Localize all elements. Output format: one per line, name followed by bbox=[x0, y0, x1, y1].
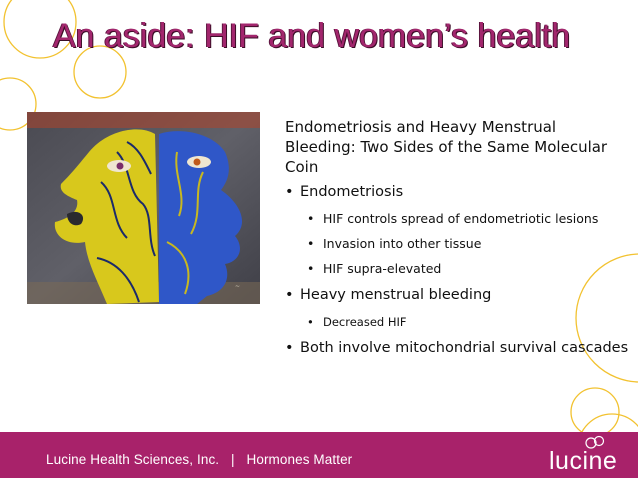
bullet-text: Heavy menstrual bleeding bbox=[300, 287, 492, 303]
bullet-glyph: • bbox=[307, 261, 315, 276]
sub-bullet-text: HIF controls spread of endometriotic lesions bbox=[323, 211, 599, 226]
slide-body bbox=[285, 117, 630, 367]
footer-separator: | bbox=[231, 452, 235, 467]
slide-title: An aside: HIF and women’s health bbox=[53, 17, 571, 55]
bullet-glyph: • bbox=[307, 236, 315, 251]
sub-bullet bbox=[285, 314, 630, 330]
bullet-text: Both involve mitochondrial survival cascades bbox=[300, 340, 629, 356]
bullet-glyph: • bbox=[285, 340, 294, 356]
bullet-glyph: • bbox=[307, 315, 314, 329]
bullet-mitochondrial bbox=[285, 339, 630, 358]
bullet-text: Endometriosis bbox=[300, 184, 404, 200]
svg-text:~: ~ bbox=[235, 283, 241, 290]
bullet-glyph: • bbox=[285, 184, 294, 200]
bullet-endometriosis bbox=[285, 183, 630, 202]
footer-credits bbox=[46, 452, 352, 467]
bullet-glyph: • bbox=[285, 287, 294, 303]
bullet-glyph: • bbox=[307, 211, 315, 226]
sub-bullet-text: HIF supra-elevated bbox=[323, 261, 442, 276]
sub-bullet-text: Invasion into other tissue bbox=[323, 236, 482, 251]
footer-company: Lucine Health Sciences, Inc. bbox=[46, 452, 220, 467]
footer-partner: Hormones Matter bbox=[246, 452, 353, 467]
sub-bullet bbox=[285, 261, 630, 277]
sub-bullet-text: Decreased HIF bbox=[323, 315, 407, 329]
sub-bullet bbox=[285, 211, 630, 227]
lucine-logo: lucine bbox=[549, 447, 618, 475]
sub-bullet bbox=[285, 236, 630, 252]
slide-subheading: Endometriosis and Heavy Menstrual Bleeding: Two Sides of the Same Molecular Coin bbox=[285, 118, 608, 176]
two-faces-painting bbox=[27, 112, 260, 304]
bullet-heavy-menstrual-bleeding bbox=[285, 286, 630, 305]
